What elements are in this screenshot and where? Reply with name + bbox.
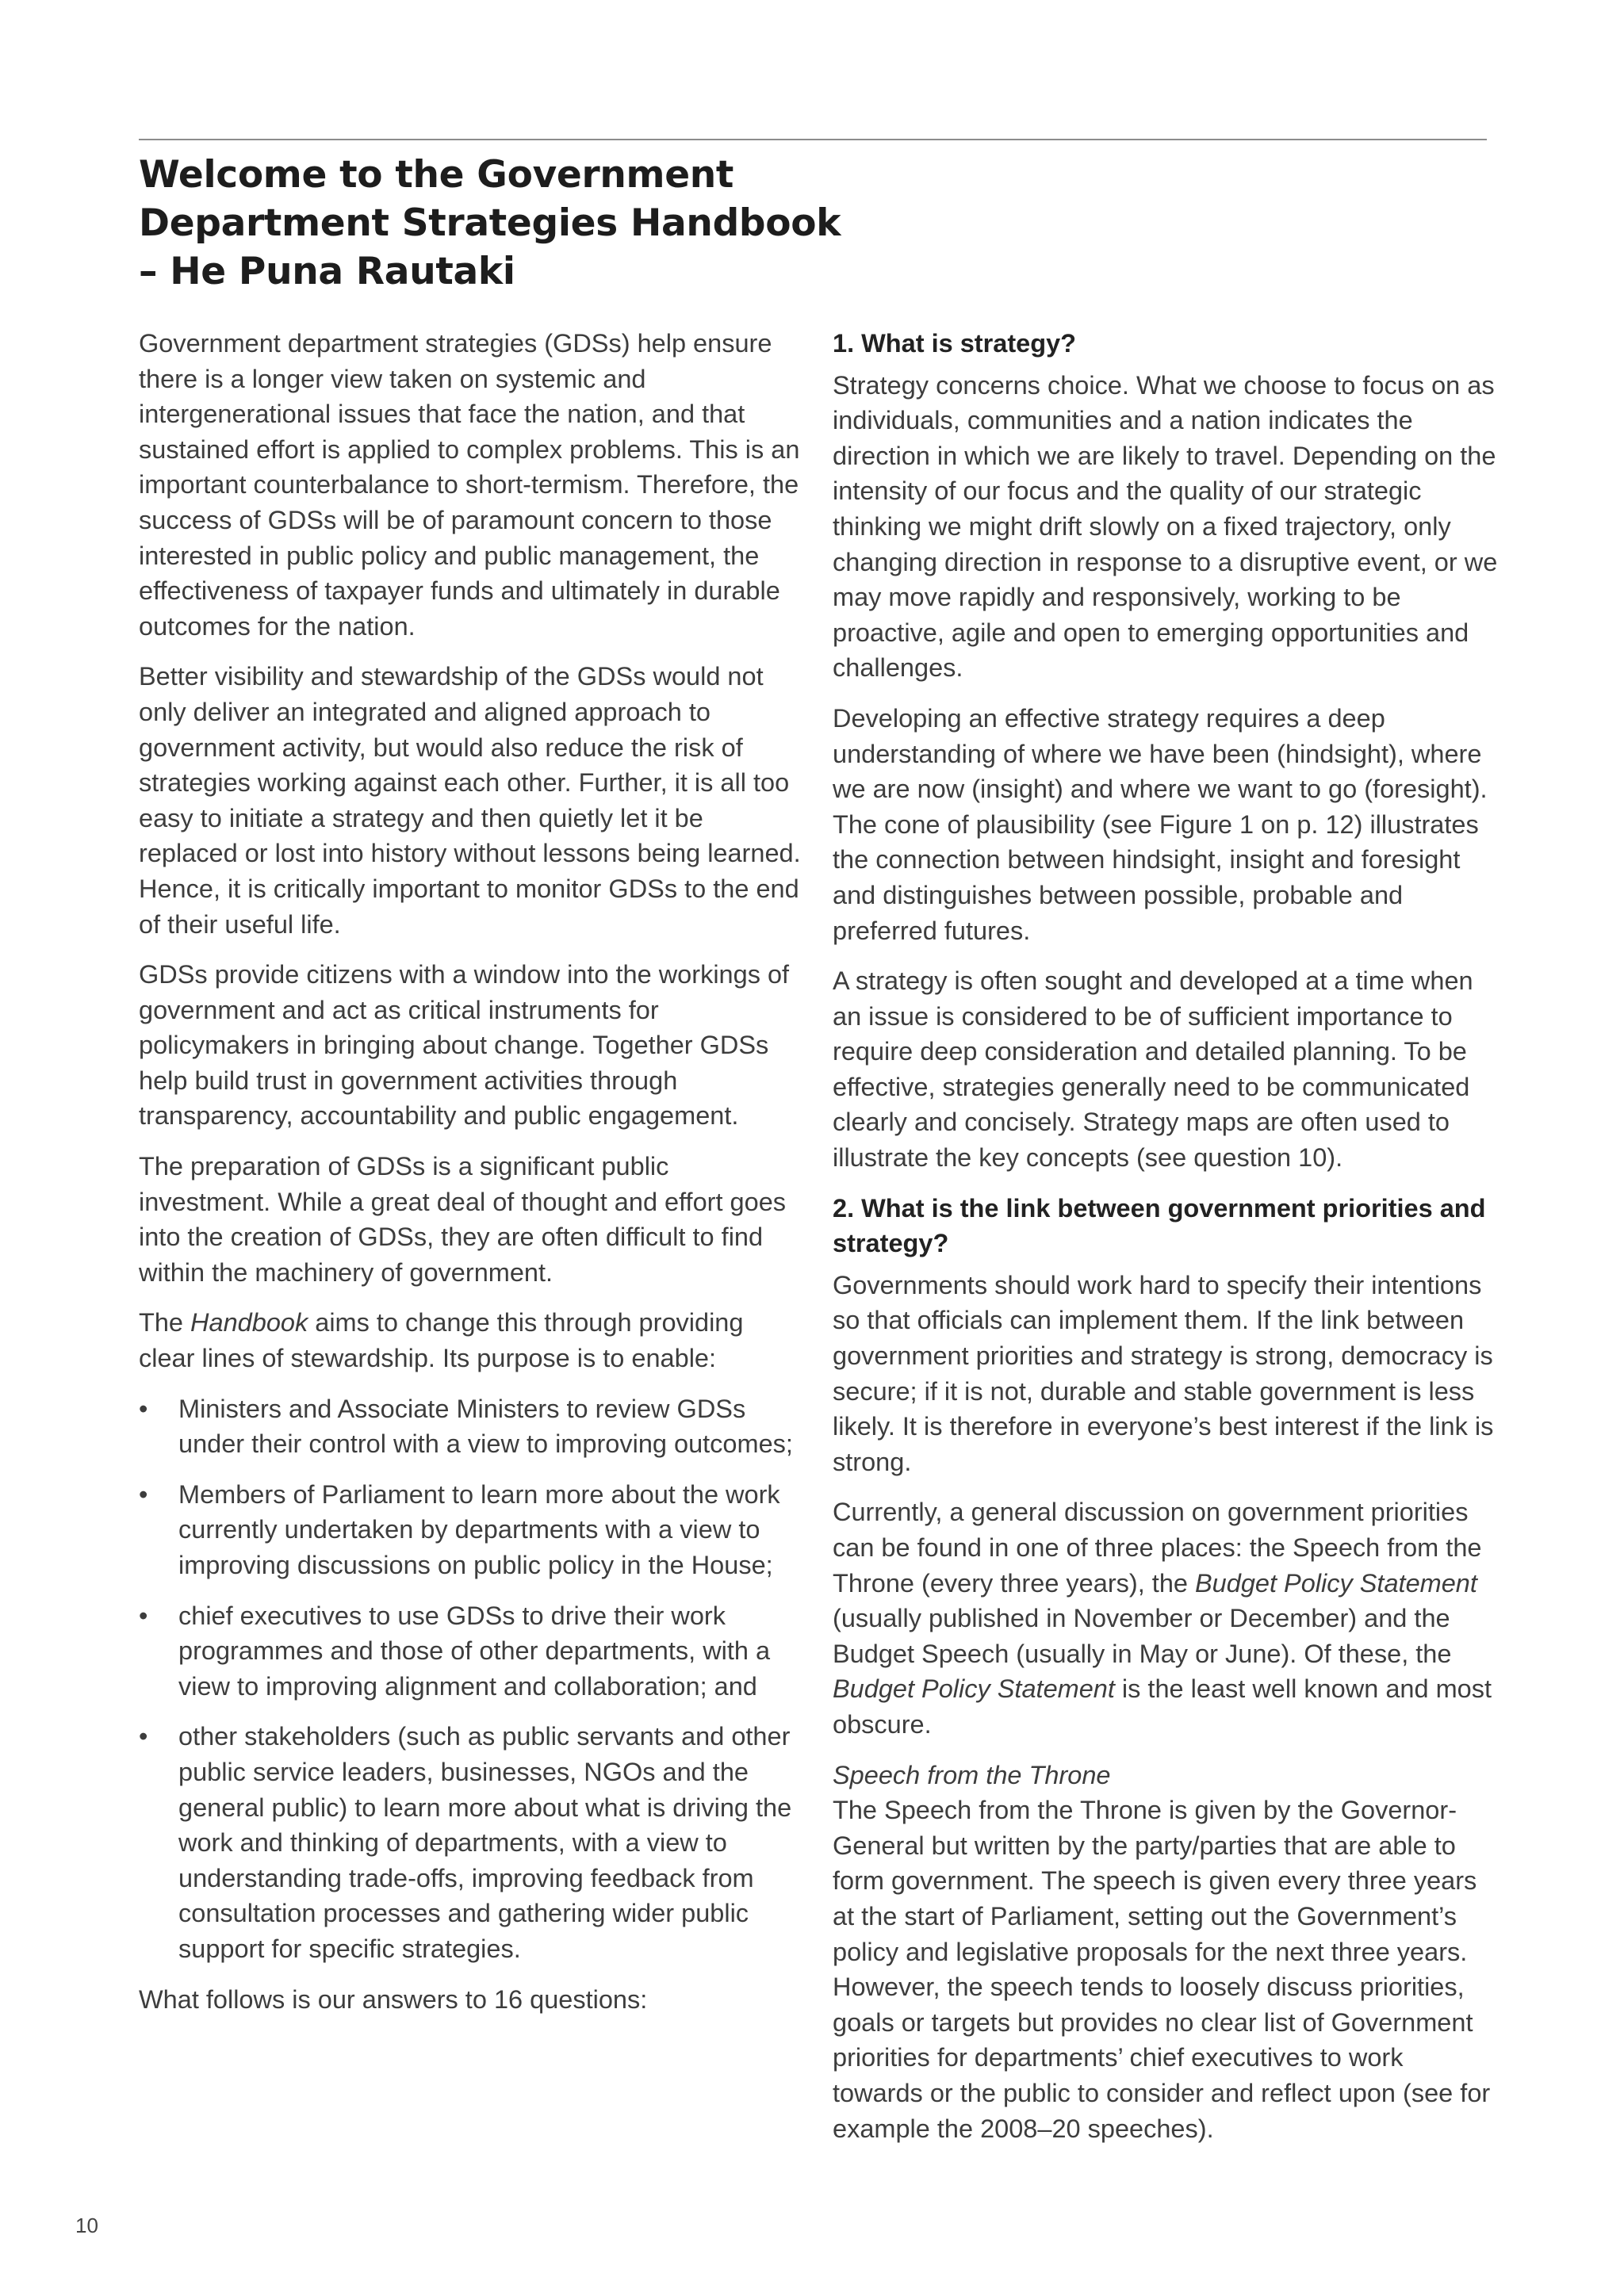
list-item [139,1598,805,1705]
intro-paragraph-4: The preparation of GDSs is a significant public investment. While a great deal of thought and effort goes into the creation of GDSs, they are often difficult to find within the machinery of government. [139,1152,787,1287]
intro-paragraph-3: GDSs provide citizens with a window into the workings of government and act as critical instruments for policymakers in bringing about change. Together GDSs help build trust in government activities through transparency, accountability and public engagement. [139,960,790,1131]
q1-paragraph-3: A strategy is often sought and developed at a time when an issue is considered to be of sufficient importance to require deep consideration and detailed planning. To be effective, strategies generally need to be communicated clearly and concisely. Strategy maps are often used to illustrate the key concepts (see question 10). [833,966,1473,1173]
bullet-icon: • [139,1722,148,1751]
list-item-text: Ministers and Associate Ministers to review GDSs under their control with a view to improving outcomes; [178,1394,793,1459]
handbook-emphasis: Handbook [190,1308,308,1337]
list-item [139,1719,805,1966]
page-title [139,151,852,296]
list-item [139,1477,805,1583]
q2-p2-text-a: Currently, a general discussion on government priorities can be found in one of three places: the Speech from the Throne (every three years), the [833,1498,1482,1598]
list-item-text: Members of Parliament to learn more about the work currently undertaken by departments with a view to improving discussions on public policy in the House; [178,1479,780,1579]
intro-paragraph-6: What follows is our answers to 16 questions: [139,1984,648,2014]
question-1-heading: 1. What is strategy? [833,329,1077,358]
p5-text-a: The [139,1308,191,1337]
bullet-icon: • [139,1479,148,1509]
q2-paragraph-2 [833,1494,1499,1742]
header-rule [139,139,1487,140]
title-line-3: – He Puna Rautaki [139,250,515,293]
q2-paragraph-3: The Speech from the Throne is given by the Governor-General but written by the party/parties that are able to form government. The speech is given every three years at the start of Parliament, setting out the Government’s policy and legislative proposals for the next three years. However, the speech tends to loosely discuss priorities, goals or targets but provides no clear list of Government priorities for departments’ chief executives to work towards or the public to consider and reflect upon (see for example the 2008–20 speeches). [833,1796,1491,2143]
purpose-list [139,1391,805,1967]
budget-policy-statement-emphasis: Budget Policy Statement [1195,1568,1477,1598]
q1-paragraph-2: Developing an effective strategy requires a deep understanding of where we have been (hindsight), where we are now (insight) and where we want to go (foresight). The cone of plausibility (see Figure 1 on p. 12) illustrates the connection between hindsight, insight and foresight and distinguishes between possible, probable and preferred futures. [833,703,1488,945]
budget-policy-statement-emphasis: Budget Policy Statement [833,1674,1115,1704]
bullet-icon: • [139,1394,148,1423]
bullet-icon: • [139,1601,148,1630]
list-item-text: chief executives to use GDSs to drive their work programmes and those of other departments, with a view to improving alignment and collaboration; and [178,1601,771,1701]
title-line-2: Department Strategies Handbook [139,201,841,245]
p5-text-b: aims to change this through providing clear lines of stewardship. Its purpose is to enable: [139,1308,744,1373]
speech-from-throne-subheading: Speech from the Throne [833,1760,1111,1789]
intro-paragraph-5 [139,1305,805,1376]
q2-paragraph-1: Governments should work hard to specify their intentions so that officials can implement them. If the link between government priorities and strategy is strong, democracy is secure; if it is not, durable and stable government is less likely. It is therefore in everyone’s best interest if the link is strong. [833,1270,1494,1476]
list-item [139,1391,805,1462]
list-item-text: other stakeholders (such as public servants and other public service leaders, businesses, NGOs and the general public) to learn more about what is driving the work and thinking of departments, with a view to understanding trade-offs, improving feedback from consultation processes and gathering wider public support for specific strategies. [178,1722,792,1963]
q2-p2-text-c: is the least well known and most obscure. [833,1674,1492,1739]
intro-paragraph-1: Government department strategies (GDSs) help ensure there is a longer view taken on systemic and intergenerational issues that face the nation, and that sustained effort is applied to complex problems. This is an important counterbalance to short-termism. Therefore, the success of GDSs will be of paramount concern to those interested in public policy and public management, the effectiveness of taxpayer funds and ultimately in durable outcomes for the nation. [139,329,800,641]
q2-p2-text-b: (usually published in November or December) and the Budget Speech (usually in May or June). Of these, the [833,1604,1452,1668]
left-column [139,326,805,2032]
page-number: 10 [75,2214,98,2237]
q1-paragraph-1: Strategy concerns choice. What we choose to focus on as individuals, communities and a nation indicates the direction in which we are likely to travel. Depending on the intensity of our focus and the quality of our strategic thinking we might drift slowly on a fixed trajectory, only changing direction in response to a disruptive event, or we may move rapidly and responsively, working to be proactive, agile and open to emerging opportunities and challenges. [833,370,1498,683]
question-2-heading: 2. What is the link between government priorities and strategy? [833,1193,1486,1258]
title-line-1: Welcome to the Government [139,153,734,197]
intro-paragraph-2: Better visibility and stewardship of the GDSs would not only deliver an integrated and aligned approach to government activity, but would also reduce the risk of strategies working against each other. Further, it is all too easy to initiate a strategy and then quietly let it be replaced or lost into history without lessons being learned. Hence, it is critically important to monitor GDSs to the end of their useful life. [139,662,801,939]
right-column [833,326,1499,2161]
